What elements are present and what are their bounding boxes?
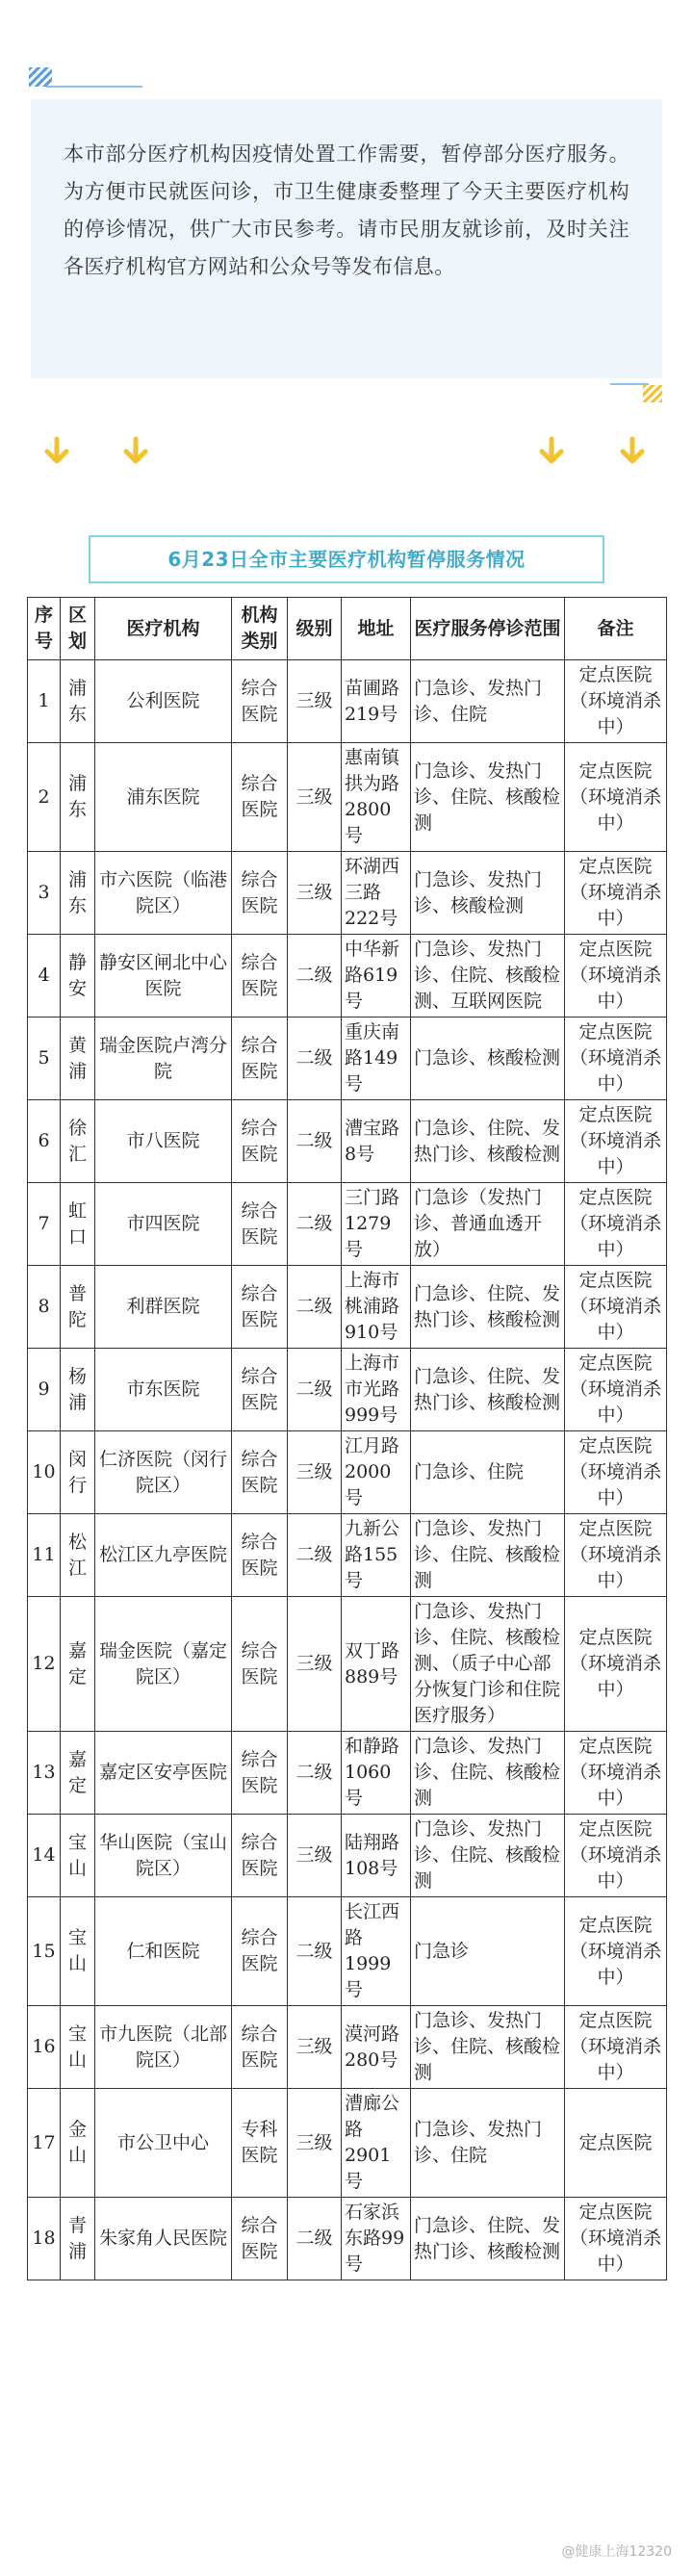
column-header: 区划 — [61, 598, 95, 660]
watermark: @健康上海12320 — [561, 2544, 672, 2560]
institution-type: 综合医院 — [232, 935, 288, 1018]
district-cell: 黄浦 — [61, 1018, 95, 1100]
address-cell: 上海市桃浦路910号 — [342, 1266, 411, 1349]
suspension-table — [27, 597, 667, 2280]
institution-name: 朱家角人民医院 — [95, 2198, 232, 2280]
institution-name: 仁济医院（闵行院区） — [95, 1431, 232, 1514]
district-cell: 徐汇 — [61, 1100, 95, 1183]
address-cell: 惠南镇拱为路2800号 — [342, 743, 411, 852]
row-number: 1 — [28, 660, 61, 743]
line-decoration — [46, 86, 142, 88]
row-number: 18 — [28, 2198, 61, 2280]
institution-name: 松江区九亭医院 — [95, 1514, 232, 1597]
level-cell: 二级 — [288, 2198, 342, 2280]
level-cell: 二级 — [288, 1732, 342, 1815]
row-number: 2 — [28, 743, 61, 852]
institution-type: 综合医院 — [232, 1349, 288, 1431]
service-scope: 门急诊、发热门诊、住院、核酸检测、（质子中心部分恢复门诊和住院医疗服务） — [411, 1597, 565, 1732]
table-row — [28, 1597, 667, 1732]
district-cell: 嘉定 — [61, 1732, 95, 1815]
service-scope: 门急诊、核酸检测 — [411, 1018, 565, 1100]
institution-type: 综合医院 — [232, 1100, 288, 1183]
row-number: 17 — [28, 2089, 61, 2198]
district-cell: 浦东 — [61, 852, 95, 935]
note-cell: 定点医院（环境消杀中） — [565, 852, 667, 935]
row-number: 7 — [28, 1183, 61, 1266]
row-number: 3 — [28, 852, 61, 935]
district-cell: 闵行 — [61, 1431, 95, 1514]
row-number: 12 — [28, 1597, 61, 1732]
table-row — [28, 1183, 667, 1266]
level-cell: 二级 — [288, 1349, 342, 1431]
table-body — [28, 660, 667, 2280]
row-number: 5 — [28, 1018, 61, 1100]
column-header: 医疗服务停诊范围 — [411, 598, 565, 660]
service-scope: 门急诊、住院、发热门诊、核酸检测 — [411, 1100, 565, 1183]
institution-name: 瑞金医院（嘉定院区） — [95, 1597, 232, 1732]
level-cell: 二级 — [288, 1100, 342, 1183]
row-number: 9 — [28, 1349, 61, 1431]
note-cell: 定点医院（环境消杀中） — [565, 660, 667, 743]
address-cell: 石家浜东路99号 — [342, 2198, 411, 2280]
institution-name: 利群医院 — [95, 1266, 232, 1349]
district-cell: 虹口 — [61, 1183, 95, 1266]
district-cell: 静安 — [61, 935, 95, 1018]
institution-name: 静安区闸北中心医院 — [95, 935, 232, 1018]
service-scope: 门急诊、发热门诊、核酸检测 — [411, 852, 565, 935]
table-row — [28, 1815, 667, 1897]
address-cell: 漕廊公路2901号 — [342, 2089, 411, 2198]
chevron-down-icon — [535, 435, 568, 468]
institution-name: 瑞金医院卢湾分院 — [95, 1018, 232, 1100]
level-cell: 三级 — [288, 743, 342, 852]
address-cell: 陆翔路108号 — [342, 1815, 411, 1897]
level-cell: 二级 — [288, 1897, 342, 2006]
district-cell: 杨浦 — [61, 1349, 95, 1431]
institution-name: 市九医院（北部院区） — [95, 2006, 232, 2089]
column-header: 医疗机构 — [95, 598, 232, 660]
institution-type: 综合医院 — [232, 2006, 288, 2089]
note-cell: 定点医院（环境消杀中） — [565, 1018, 667, 1100]
note-cell: 定点医院（环境消杀中） — [565, 1266, 667, 1349]
row-number: 8 — [28, 1266, 61, 1349]
stripes-decoration — [643, 385, 662, 402]
table-row — [28, 1514, 667, 1597]
table-row — [28, 1018, 667, 1100]
note-cell: 定点医院（环境消杀中） — [565, 1514, 667, 1597]
service-scope: 门急诊、发热门诊、住院、核酸检测 — [411, 2006, 565, 2089]
level-cell: 二级 — [288, 935, 342, 1018]
table-row — [28, 2006, 667, 2089]
level-cell: 三级 — [288, 2089, 342, 2198]
address-cell: 环湖西三路222号 — [342, 852, 411, 935]
address-cell: 江月路2000号 — [342, 1431, 411, 1514]
level-cell: 二级 — [288, 1514, 342, 1597]
column-header: 地址 — [342, 598, 411, 660]
level-cell: 二级 — [288, 1018, 342, 1100]
institution-name: 仁和医院 — [95, 1897, 232, 2006]
table-row — [28, 1266, 667, 1349]
address-cell: 中华新路619号 — [342, 935, 411, 1018]
table-header-row — [28, 598, 667, 660]
table-row — [28, 1897, 667, 2006]
row-number: 13 — [28, 1732, 61, 1815]
row-number: 4 — [28, 935, 61, 1018]
level-cell: 三级 — [288, 660, 342, 743]
address-cell: 漕宝路8号 — [342, 1100, 411, 1183]
note-cell: 定点医院（环境消杀中） — [565, 2198, 667, 2280]
institution-type: 综合医院 — [232, 743, 288, 852]
institution-name: 华山医院（宝山院区） — [95, 1815, 232, 1897]
service-scope: 门急诊 — [411, 1897, 565, 2006]
corner-decoration — [610, 383, 664, 404]
level-cell: 三级 — [288, 1431, 342, 1514]
address-cell: 长江西路1999号 — [342, 1897, 411, 2006]
row-number: 15 — [28, 1897, 61, 2006]
note-cell: 定点医院 — [565, 2089, 667, 2198]
district-cell: 浦东 — [61, 743, 95, 852]
note-cell: 定点医院（环境消杀中） — [565, 1183, 667, 1266]
table-row — [28, 2198, 667, 2280]
table-row — [28, 852, 667, 935]
institution-name: 市八医院 — [95, 1100, 232, 1183]
institution-type: 综合医院 — [232, 1018, 288, 1100]
institution-type: 综合医院 — [232, 1431, 288, 1514]
address-cell: 漠河路280号 — [342, 2006, 411, 2089]
column-header: 序号 — [28, 598, 61, 660]
institution-type: 综合医院 — [232, 2198, 288, 2280]
note-cell: 定点医院（环境消杀中） — [565, 1349, 667, 1431]
institution-name: 市四医院 — [95, 1183, 232, 1266]
note-cell: 定点医院（环境消杀中） — [565, 1897, 667, 2006]
institution-type: 综合医院 — [232, 1815, 288, 1897]
note-cell: 定点医院（环境消杀中） — [565, 1431, 667, 1514]
district-cell: 松江 — [61, 1514, 95, 1597]
column-header: 机构类别 — [232, 598, 288, 660]
level-cell: 二级 — [288, 1266, 342, 1349]
service-scope: 门急诊、住院、发热门诊、核酸检测 — [411, 2198, 565, 2280]
address-cell: 九新公路155号 — [342, 1514, 411, 1597]
institution-name: 市公卫中心 — [95, 2089, 232, 2198]
institution-type: 综合医院 — [232, 1514, 288, 1597]
address-cell: 三门路1279号 — [342, 1183, 411, 1266]
district-cell: 嘉定 — [61, 1597, 95, 1732]
service-scope: 门急诊、住院、发热门诊、核酸检测 — [411, 1349, 565, 1431]
institution-type: 综合医院 — [232, 852, 288, 935]
address-cell: 双丁路889号 — [342, 1597, 411, 1732]
row-number: 11 — [28, 1514, 61, 1597]
service-scope: 门急诊、发热门诊、住院、核酸检测 — [411, 743, 565, 852]
service-scope: 门急诊、住院、发热门诊、核酸检测 — [411, 1266, 565, 1349]
district-cell: 浦东 — [61, 660, 95, 743]
institution-name: 市六医院（临港院区） — [95, 852, 232, 935]
service-scope: 门急诊、发热门诊、住院、核酸检测、互联网医院 — [411, 935, 565, 1018]
note-cell: 定点医院（环境消杀中） — [565, 1732, 667, 1815]
chevron-down-icon — [40, 435, 73, 468]
chevron-down-icon — [119, 435, 152, 468]
service-scope: 门急诊、住院 — [411, 1431, 565, 1514]
stripes-decoration — [29, 67, 52, 87]
level-cell: 二级 — [288, 1183, 342, 1266]
table-row — [28, 660, 667, 743]
institution-name: 市东医院 — [95, 1349, 232, 1431]
row-number: 6 — [28, 1100, 61, 1183]
district-cell: 宝山 — [61, 2006, 95, 2089]
row-number: 10 — [28, 1431, 61, 1514]
district-cell: 青浦 — [61, 2198, 95, 2280]
address-cell: 重庆南路149号 — [342, 1018, 411, 1100]
service-scope: 门急诊（发热门诊、普通血透开放） — [411, 1183, 565, 1266]
district-cell: 宝山 — [61, 1815, 95, 1897]
arrow-row — [0, 435, 693, 474]
header-decoration — [29, 67, 116, 89]
address-cell: 上海市市光路999号 — [342, 1349, 411, 1431]
row-number: 14 — [28, 1815, 61, 1897]
note-cell: 定点医院（环境消杀中） — [565, 1815, 667, 1897]
institution-name: 浦东医院 — [95, 743, 232, 852]
column-header: 级别 — [288, 598, 342, 660]
table-row — [28, 1732, 667, 1815]
institution-type: 综合医院 — [232, 1183, 288, 1266]
service-scope: 门急诊、发热门诊、住院 — [411, 2089, 565, 2198]
level-cell: 三级 — [288, 2006, 342, 2089]
service-scope: 门急诊、发热门诊、住院、核酸检测 — [411, 1514, 565, 1597]
institution-type: 专科医院 — [232, 2089, 288, 2198]
note-cell: 定点医院（环境消杀中） — [565, 1597, 667, 1732]
institution-name: 嘉定区安亭医院 — [95, 1732, 232, 1815]
column-header: 备注 — [565, 598, 667, 660]
institution-type: 综合医院 — [232, 1597, 288, 1732]
note-cell: 定点医院（环境消杀中） — [565, 935, 667, 1018]
table-row — [28, 2089, 667, 2198]
table-row — [28, 935, 667, 1018]
district-cell: 宝山 — [61, 1897, 95, 2006]
intro-box — [31, 99, 662, 378]
institution-type: 综合医院 — [232, 1266, 288, 1349]
service-scope: 门急诊、发热门诊、住院 — [411, 660, 565, 743]
table-row — [28, 1431, 667, 1514]
note-cell: 定点医院（环境消杀中） — [565, 743, 667, 852]
table-row — [28, 1100, 667, 1183]
level-cell: 三级 — [288, 1597, 342, 1732]
chevron-down-icon — [616, 435, 649, 468]
note-cell: 定点医院（环境消杀中） — [565, 1100, 667, 1183]
address-cell: 苗圃路219号 — [342, 660, 411, 743]
district-cell: 普陀 — [61, 1266, 95, 1349]
row-number: 16 — [28, 2006, 61, 2089]
note-cell: 定点医院（环境消杀中） — [565, 2006, 667, 2089]
service-scope: 门急诊、发热门诊、住院、核酸检测 — [411, 1732, 565, 1815]
table-row — [28, 1349, 667, 1431]
intro-text: 本市部分医疗机构因疫情处置工作需要，暂停部分医疗服务。为方便市民就医问诊，市卫生健康委整理了今天主要医疗机构的停诊情况，供广大市民参考。请市民朋友就诊前，及时关注各医疗机构官方网站和公众号等发布信息。 — [64, 142, 629, 278]
address-cell: 和静路1060号 — [342, 1732, 411, 1815]
institution-type: 综合医院 — [232, 660, 288, 743]
district-cell: 金山 — [61, 2089, 95, 2198]
table-title: 6月23日全市主要医疗机构暂停服务情况 — [89, 535, 604, 583]
institution-name: 公利医院 — [95, 660, 232, 743]
table-row — [28, 743, 667, 852]
level-cell: 三级 — [288, 1815, 342, 1897]
institution-type: 综合医院 — [232, 1732, 288, 1815]
institution-type: 综合医院 — [232, 1897, 288, 2006]
service-scope: 门急诊、发热门诊、住院、核酸检测 — [411, 1815, 565, 1897]
level-cell: 三级 — [288, 852, 342, 935]
